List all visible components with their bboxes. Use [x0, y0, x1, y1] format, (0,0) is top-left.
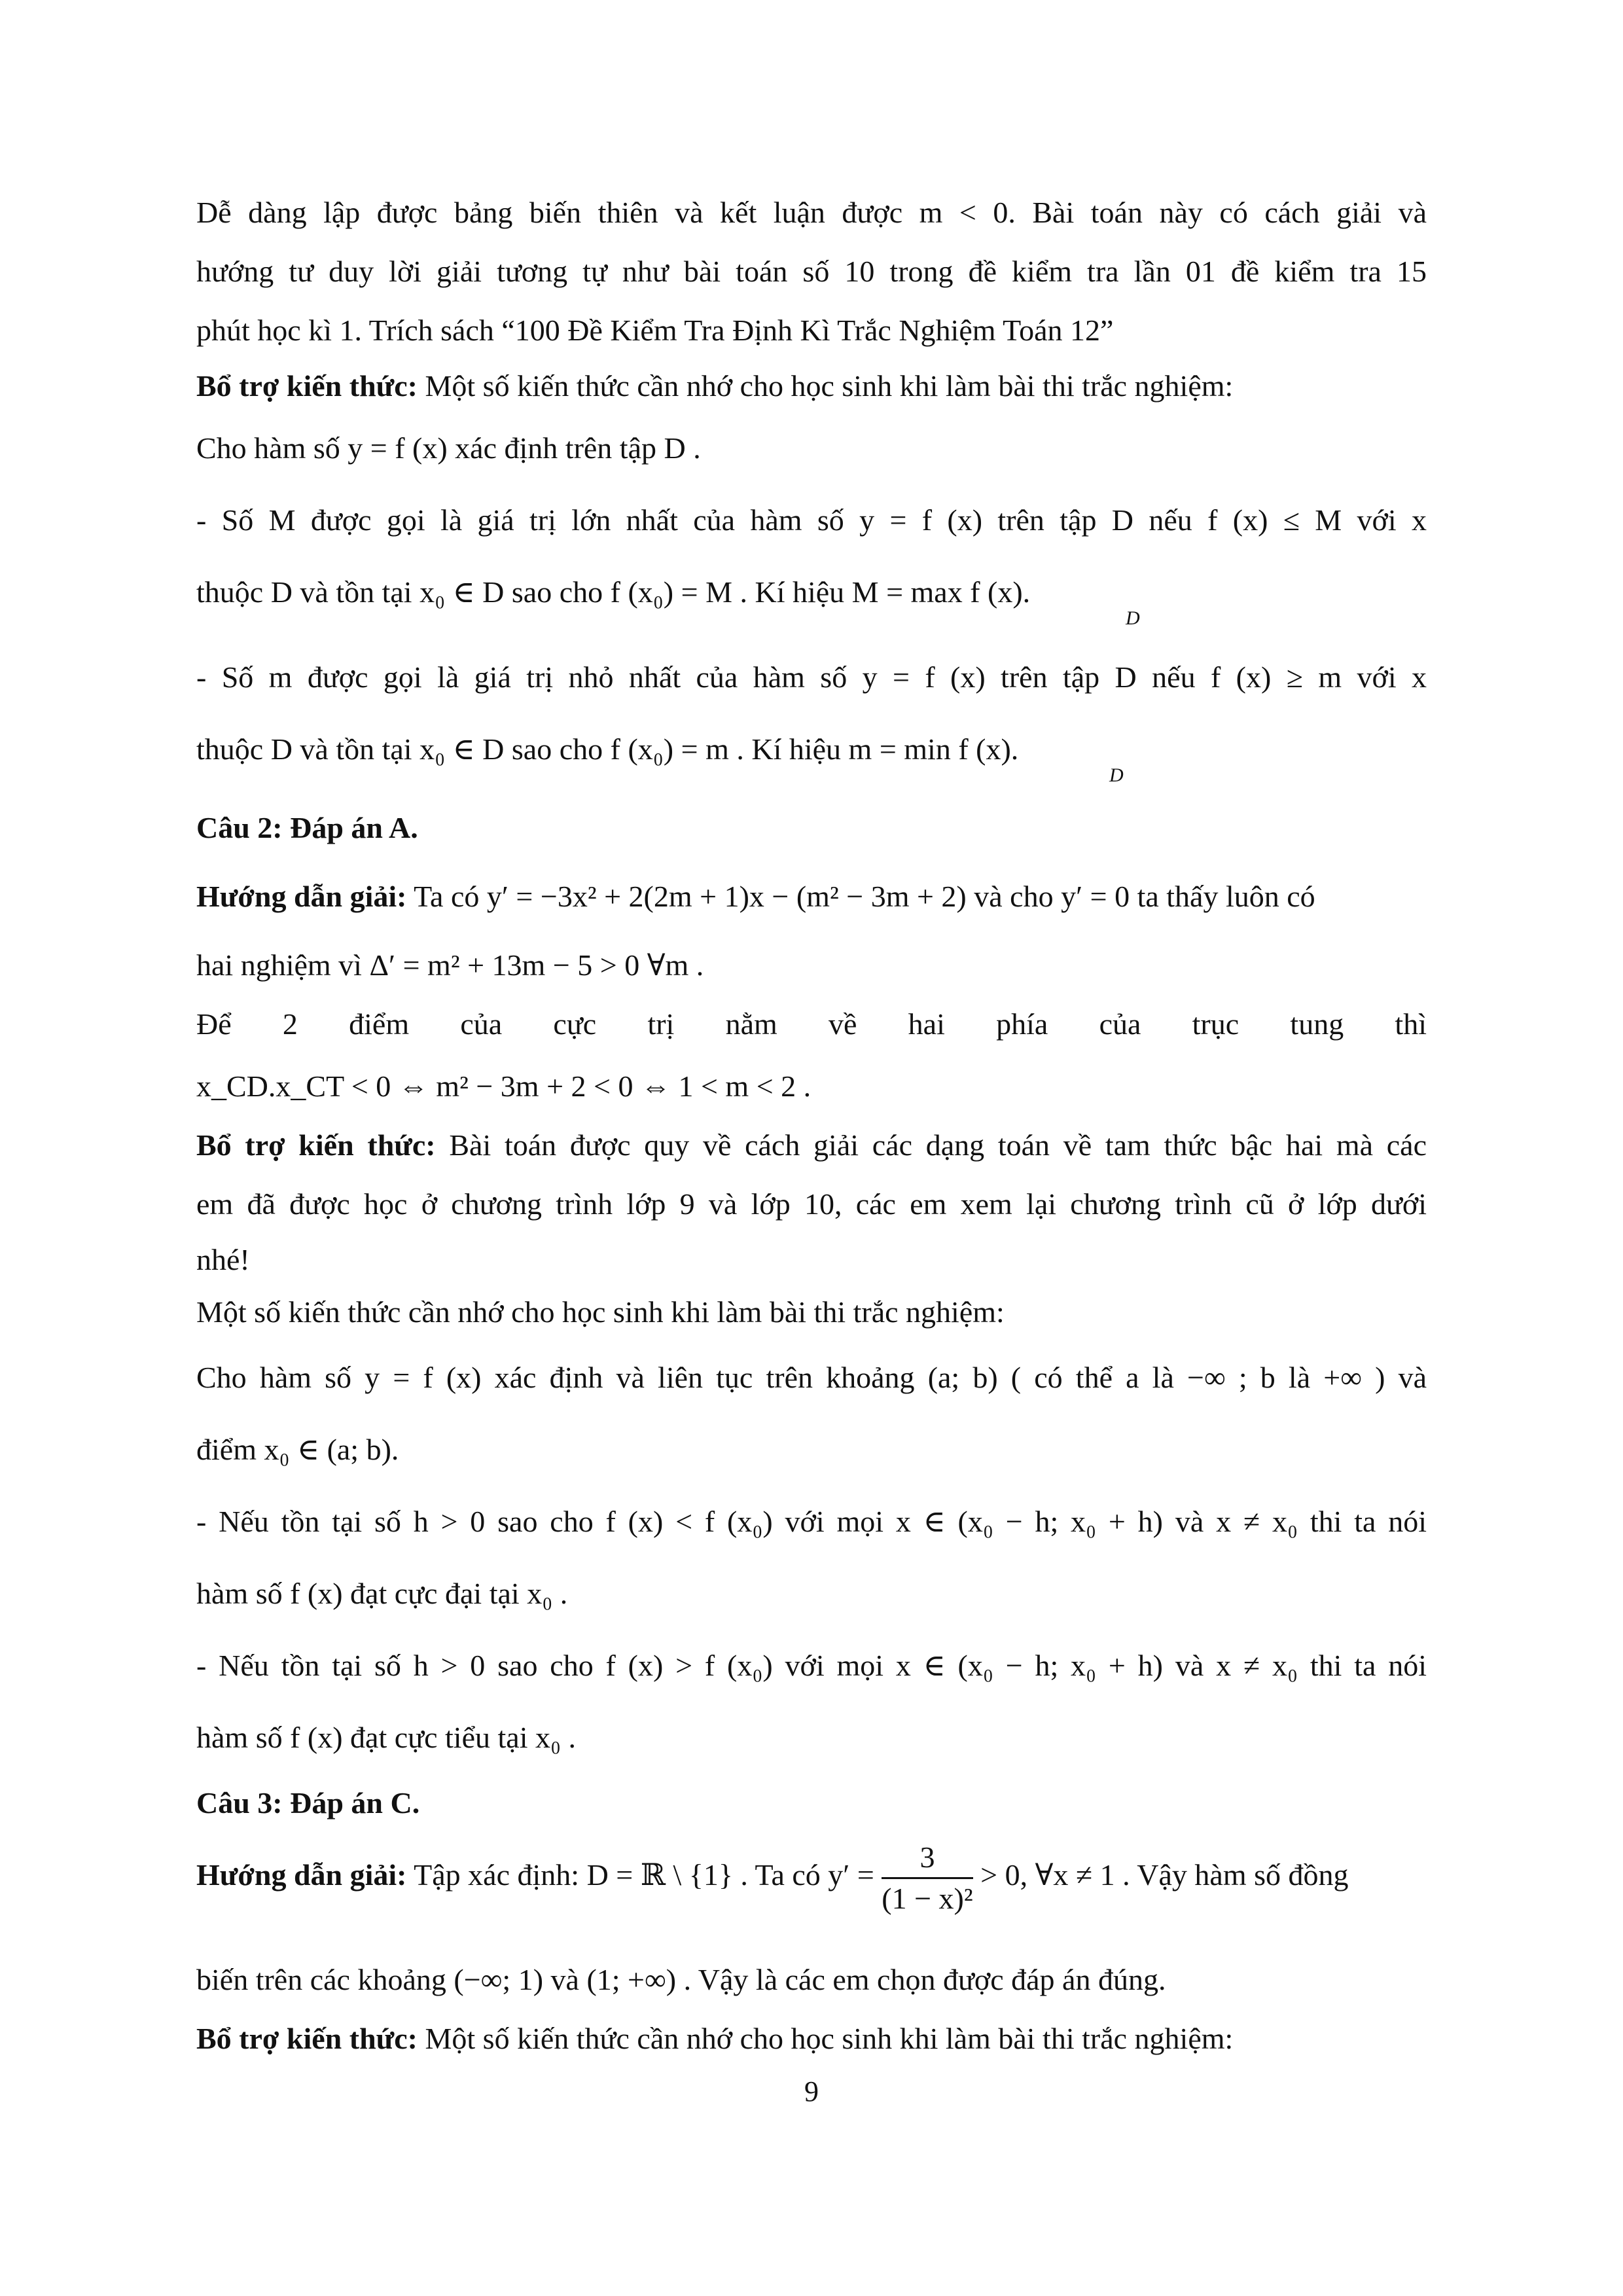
bold-label: Bổ trợ kiến thức: — [196, 369, 418, 403]
paragraph-text: Bài toán được quy về cách giải các dạng toán về tam thức bậc hai mà các — [435, 1128, 1427, 1162]
max-definition-line: - Số M được gọi là giá trị lớn nhất của hàm số y = f (x) trên tập D nếu f (x) ≤ M với x — [196, 503, 1427, 537]
cuc-tieu-line: - Nếu tồn tại số h > 0 sao cho f (x) > f (x₀) với mọi x ∈ (x₀ − h; x₀ + h) và x ≠ x₀ thi ta nói — [196, 1649, 1427, 1682]
fraction — [882, 1838, 972, 1918]
cau-3-solution — [196, 1829, 1427, 1921]
paragraph-line: Dễ dàng lập được bảng biến thiên và kết luận được m < 0. Bài toán này có cách giải và — [196, 196, 1427, 229]
solution-line: Để 2 điểm của cực trị nằm về hai phía của trục tung thì — [196, 1007, 1427, 1041]
paragraph-line: em đã được học ở chương trình lớp 9 và lớp 10, các em xem lại chương trình cũ ở lớp dưới — [196, 1187, 1427, 1221]
solution-line: biến trên các khoảng (−∞; 1) và (1; +∞) . Vậy là các em chọn được đáp án đúng. — [196, 1963, 1166, 1996]
min-subscript: D — [1109, 764, 1124, 786]
paragraph-line: nhé! — [196, 1243, 250, 1276]
paragraph-line: điểm x₀ ∈ (a; b). — [196, 1433, 399, 1466]
bold-label: Hướng dẫn giải: — [196, 1858, 407, 1892]
paragraph-line: Một số kiến thức cần nhớ cho học sinh khi làm bài thi trắc nghiệm: — [196, 1295, 1005, 1329]
bold-label: Bổ trợ kiến thức: — [196, 2022, 418, 2055]
paragraph-line: phút học kì 1. Trích sách “100 Đề Kiểm Tra Định Kì Trắc Nghiệm Toán 12” — [196, 314, 1114, 347]
bo-tro-kien-thuc-2 — [196, 1126, 1427, 1165]
solution-line: hai nghiệm vì Δ′ = m² + 13m − 5 > 0 ∀m . — [196, 948, 704, 982]
definition-line: Cho hàm số y = f (x) xác định trên tập D . — [196, 431, 701, 465]
paragraph-line: Cho hàm số y = f (x) xác định và liên tục trên khoảng (a; b) ( có thể a là −∞ ; b là +∞ ) và — [196, 1361, 1427, 1394]
fraction-numerator: 3 — [882, 1838, 972, 1879]
min-definition-line: - Số m được gọi là giá trị nhỏ nhất của hàm số y = f (x) trên tập D nếu f (x) ≥ m với x — [196, 660, 1427, 694]
paragraph-text: Một số kiến thức cần nhớ cho học sinh khi làm bài thi trắc nghiệm: — [418, 369, 1234, 403]
max-definition-line: thuộc D và tồn tại x₀ ∈ D sao cho f (x₀) = M . Kí hiệu M = max f (x). — [196, 575, 1031, 609]
paragraph-line: hướng tư duy lời giải tương tự như bài toán số 10 trong đề kiểm tra lần 01 đề kiểm tra 15 — [196, 255, 1427, 288]
page-number: 9 — [804, 2075, 819, 2108]
fraction-denominator: (1 − x)² — [882, 1881, 973, 1915]
max-subscript: D — [1126, 607, 1140, 629]
cuc-dai-line: hàm số f (x) đạt cực đại tại x₀ . — [196, 1577, 568, 1610]
cau-2-solution — [196, 877, 1427, 916]
bold-label: Bổ trợ kiến thức: — [196, 1128, 436, 1162]
solution-text: Ta có y′ = −3x² + 2(2m + 1)x − (m² − 3m + 2) và cho y′ = 0 ta thấy luôn có — [406, 880, 1315, 913]
paragraph-text: Một số kiến thức cần nhớ cho học sinh khi làm bài thi trắc nghiệm: — [418, 2022, 1234, 2055]
bold-label: Hướng dẫn giải: — [196, 880, 407, 913]
cau-3-heading: Câu 3: Đáp án C. — [196, 1786, 420, 1820]
bo-tro-kien-thuc-3 — [196, 2019, 1427, 2058]
cuc-tieu-line: hàm số f (x) đạt cực tiểu tại x₀ . — [196, 1721, 577, 1754]
solution-text: > 0, ∀x ≠ 1 . Vậy hàm số đồng — [972, 1858, 1349, 1892]
cau-2-heading: Câu 2: Đáp án A. — [196, 811, 418, 844]
bo-tro-kien-thuc-1 — [196, 367, 1427, 406]
solution-line: x_CD.x_CT < 0 ⇔ m² − 3m + 2 < 0 ⇔ 1 < m < 2 . — [196, 1069, 812, 1103]
min-definition-line: thuộc D và tồn tại x₀ ∈ D sao cho f (x₀) = m . Kí hiệu m = min f (x). — [196, 732, 1019, 766]
solution-text: Tập xác định: D = ℝ \ {1} . Ta có y′ = — [406, 1858, 882, 1892]
cuc-dai-line: - Nếu tồn tại số h > 0 sao cho f (x) < f (x₀) với mọi x ∈ (x₀ − h; x₀ + h) và x ≠ x₀ thi ta nói — [196, 1505, 1427, 1538]
